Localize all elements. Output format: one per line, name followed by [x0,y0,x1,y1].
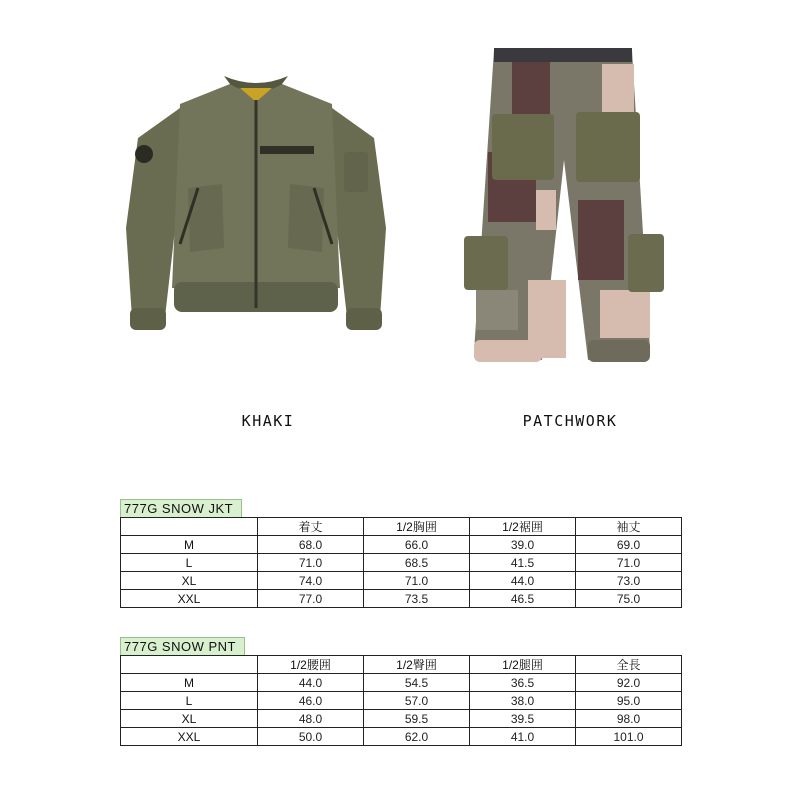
table-row [121,674,682,692]
pants-size-chart [120,636,682,746]
value-cell: 77.0 [258,590,364,608]
header-cell: 1/2腿囲 [470,656,576,674]
value-cell: 73.0 [576,572,682,590]
value-cell: 39.0 [470,536,576,554]
value-cell: 50.0 [258,728,364,746]
size-cell: XXL [121,590,258,608]
value-cell: 46.0 [258,692,364,710]
value-cell: 41.5 [470,554,576,572]
header-cell: 袖丈 [576,518,682,536]
value-cell: 95.0 [576,692,682,710]
table-row [121,728,682,746]
jacket-size-table [120,517,682,608]
khaki-jacket-image [118,68,394,344]
value-cell: 41.0 [470,728,576,746]
table-row [121,536,682,554]
value-cell: 75.0 [576,590,682,608]
value-cell: 44.0 [470,572,576,590]
value-cell: 69.0 [576,536,682,554]
value-cell: 39.5 [470,710,576,728]
value-cell: 92.0 [576,674,682,692]
value-cell: 57.0 [364,692,470,710]
header-cell: 1/2裾囲 [470,518,576,536]
header-cell: 1/2腰囲 [258,656,364,674]
value-cell: 46.5 [470,590,576,608]
jacket-table-title: 777G SNOW JKT [120,499,242,517]
value-cell: 71.0 [576,554,682,572]
header-cell [121,656,258,674]
table-row [121,554,682,572]
header-cell [121,518,258,536]
product-caption-patchwork: PATCHWORK [522,412,618,430]
value-cell: 38.0 [470,692,576,710]
header-cell: 1/2胸囲 [364,518,470,536]
value-cell: 73.5 [364,590,470,608]
size-cell: XL [121,710,258,728]
value-cell: 44.0 [258,674,364,692]
header-cell: 1/2臀囲 [364,656,470,674]
table-row [121,590,682,608]
table-row [121,692,682,710]
value-cell: 71.0 [364,572,470,590]
value-cell: 66.0 [364,536,470,554]
bomber-jacket-icon [118,68,394,344]
value-cell: 101.0 [576,728,682,746]
value-cell: 68.0 [258,536,364,554]
size-cell: XXL [121,728,258,746]
table-header-row [121,518,682,536]
header-cell: 全長 [576,656,682,674]
table-header-row [121,656,682,674]
value-cell: 36.5 [470,674,576,692]
value-cell: 71.0 [258,554,364,572]
pants-table-title: 777G SNOW PNT [120,637,245,655]
size-cell: L [121,692,258,710]
header-cell: 着丈 [258,518,364,536]
value-cell: 48.0 [258,710,364,728]
patchwork-pants-icon [452,40,672,380]
size-cell: M [121,536,258,554]
value-cell: 54.5 [364,674,470,692]
size-cell: M [121,674,258,692]
value-cell: 98.0 [576,710,682,728]
value-cell: 62.0 [364,728,470,746]
jacket-size-chart [120,498,682,608]
pants-size-table [120,655,682,746]
value-cell: 68.5 [364,554,470,572]
table-row [121,710,682,728]
value-cell: 74.0 [258,572,364,590]
patchwork-pants-image [452,40,672,380]
size-cell: L [121,554,258,572]
table-row [121,572,682,590]
product-caption-khaki: KHAKI [241,412,295,430]
size-cell: XL [121,572,258,590]
value-cell: 59.5 [364,710,470,728]
